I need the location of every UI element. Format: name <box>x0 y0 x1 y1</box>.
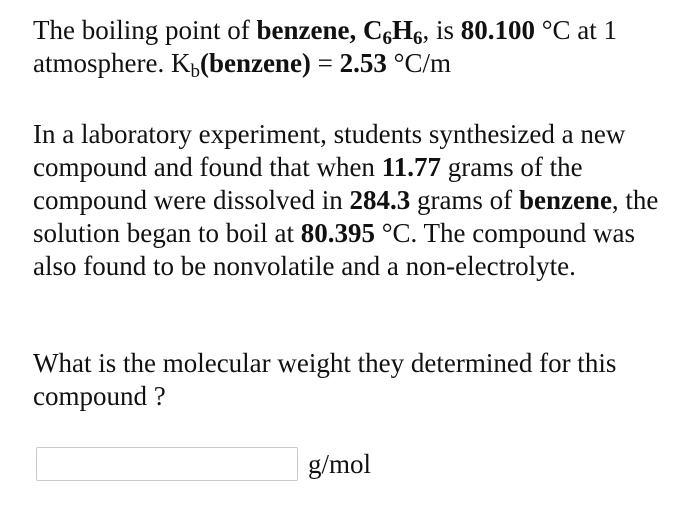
subscript: b <box>190 61 200 82</box>
boiling-point-value: 80.100 <box>460 15 535 45</box>
text: The boiling point of <box>33 15 257 45</box>
subscript: 6 <box>382 28 392 49</box>
kb-value: 2.53 <box>339 48 387 78</box>
text: , is <box>422 15 461 45</box>
solvent-name: benzene <box>256 15 350 45</box>
unit-label: g/mol <box>308 448 372 479</box>
solvent-name: benzene <box>518 185 612 215</box>
text: What is the molecular weight they determined for this <box>33 348 617 378</box>
text: , C <box>349 15 383 45</box>
question-prompt <box>33 347 616 413</box>
solution-boiling-temp: 80.395 <box>300 218 375 248</box>
text: solution began to boil at <box>33 218 301 248</box>
answer-input[interactable] <box>36 447 298 481</box>
text: compound ? <box>33 381 166 411</box>
kb-label: (benzene) <box>199 48 311 78</box>
text: In a laboratory experiment, students synthesized a new <box>33 119 626 149</box>
text: also found to be nonvolatile and a non-electrolyte. <box>33 251 576 281</box>
text: °C/m <box>386 48 451 78</box>
solvent-mass-value: 284.3 <box>349 185 411 215</box>
subscript: 6 <box>412 28 423 49</box>
text: °C. The compound was <box>374 218 636 248</box>
solute-mass-value: 11.77 <box>381 152 441 182</box>
text: °C at 1 <box>535 15 618 45</box>
text: , the <box>611 185 659 215</box>
text: H <box>391 15 413 45</box>
text: grams of <box>410 185 519 215</box>
text: atmosphere. K <box>33 48 191 78</box>
text: grams of the <box>440 152 583 182</box>
problem-statement <box>33 14 617 80</box>
answer-row <box>36 447 371 481</box>
text: compound were dissolved in <box>33 185 350 215</box>
experiment-description <box>33 118 658 283</box>
text: = <box>310 48 340 78</box>
text: compound and found that when <box>33 152 382 182</box>
